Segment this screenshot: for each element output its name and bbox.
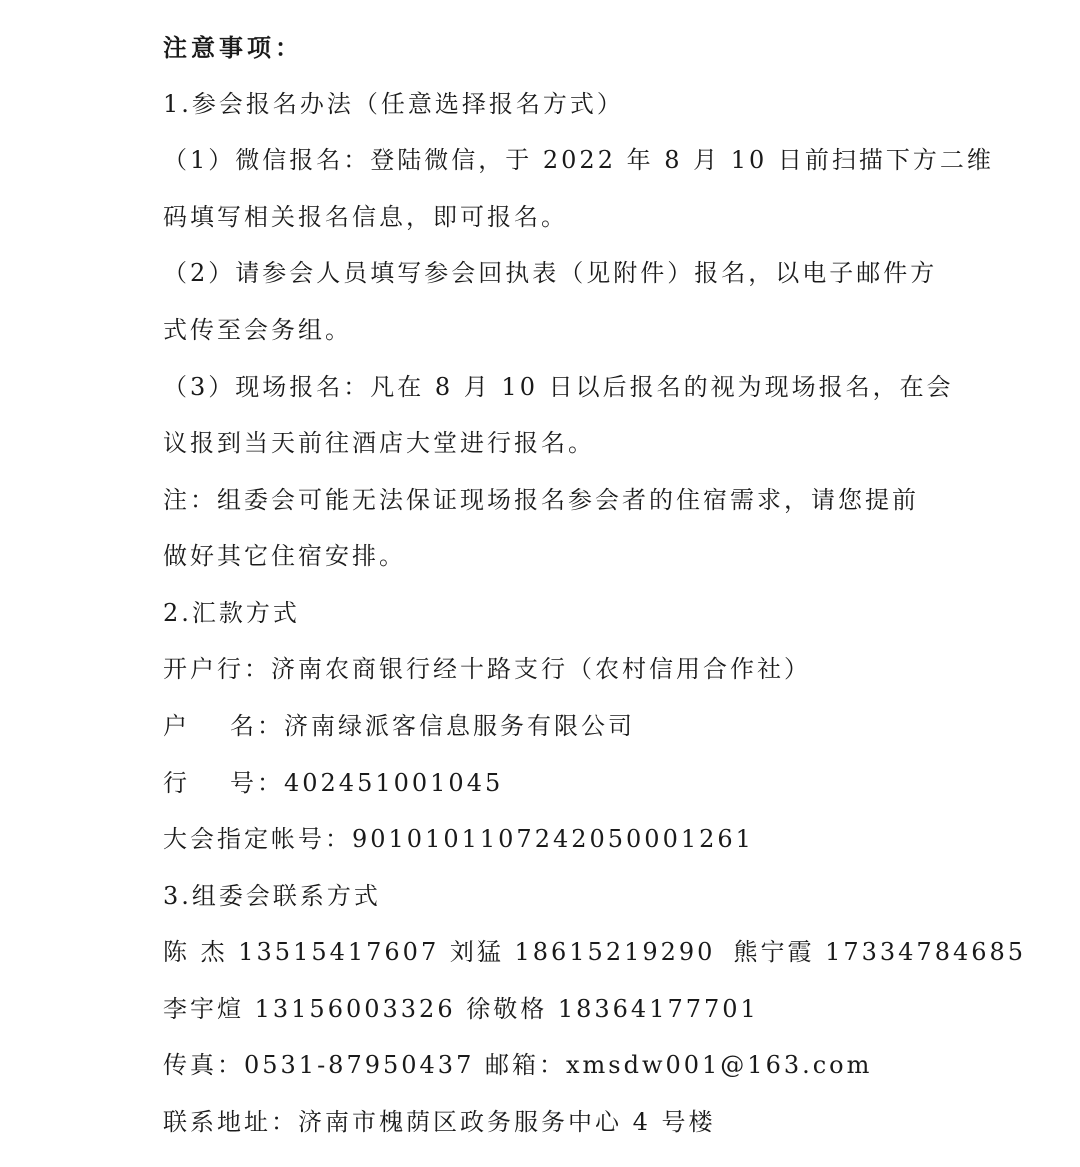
account-name-value: 名：济南绿派客信息服务有限公司 [230, 712, 635, 740]
bank-number [163, 768, 503, 798]
item-1-line-1: （1）微信报名：登陆微信，于 2022 年 8 月 10 日前扫描下方二维 [163, 146, 994, 174]
contacts-line-1-part-b: 熊宁霞 17334784685 [733, 938, 1027, 966]
account-name [163, 711, 635, 741]
item-3-line-1: （3）现场报名：凡在 8 月 10 日以后报名的视为现场报名，在会 [163, 373, 954, 401]
note-line-2: 做好其它住宿安排。 [163, 542, 406, 570]
contact-address: 联系地址：济南市槐荫区政务服务中心 4 号楼 [163, 1108, 716, 1136]
item-3-line-2: 议报到当天前往酒店大堂进行报名。 [163, 429, 595, 457]
contacts-line-1 [163, 937, 1026, 967]
item-2-line-1: （2）请参会人员填写参会回执表（见附件）报名，以电子邮件方 [163, 259, 938, 287]
bank-name: 开户行：济南农商银行经十路支行（农村信用合作社） [163, 655, 811, 683]
item-1-line-2: 码填写相关报名信息，即可报名。 [163, 203, 568, 231]
bank-number-value: 号：402451001045 [230, 769, 504, 797]
account-name-label-part-1: 户 [163, 712, 190, 740]
item-2-line-2: 式传至会务组。 [163, 316, 352, 344]
account-number: 大会指定帐号：901010110724205000126​1 [163, 825, 754, 853]
bank-number-label-part-1: 行 [163, 769, 190, 797]
section-1-title: 1.参会报名办法（任意选择报名方式） [163, 90, 624, 118]
section-2-title: 2.汇款方式 [163, 599, 300, 627]
contacts-line-1-part-a: 陈 杰 13515417607 刘猛 18615219290 [163, 938, 716, 966]
note-line-1: 注：组委会可能无法保证现场报名参会者的住宿需求，请您提前 [163, 486, 919, 514]
page-title: 注意事项： [163, 33, 303, 62]
contacts-line-2: 李宇煊 13156003326 徐敬格 18364177701 [163, 995, 759, 1023]
section-3-title: 3.组委会联系方式 [163, 882, 381, 910]
fax-email: 传真：0531-87950437 邮箱：xmsdw001@163.com [163, 1051, 873, 1079]
